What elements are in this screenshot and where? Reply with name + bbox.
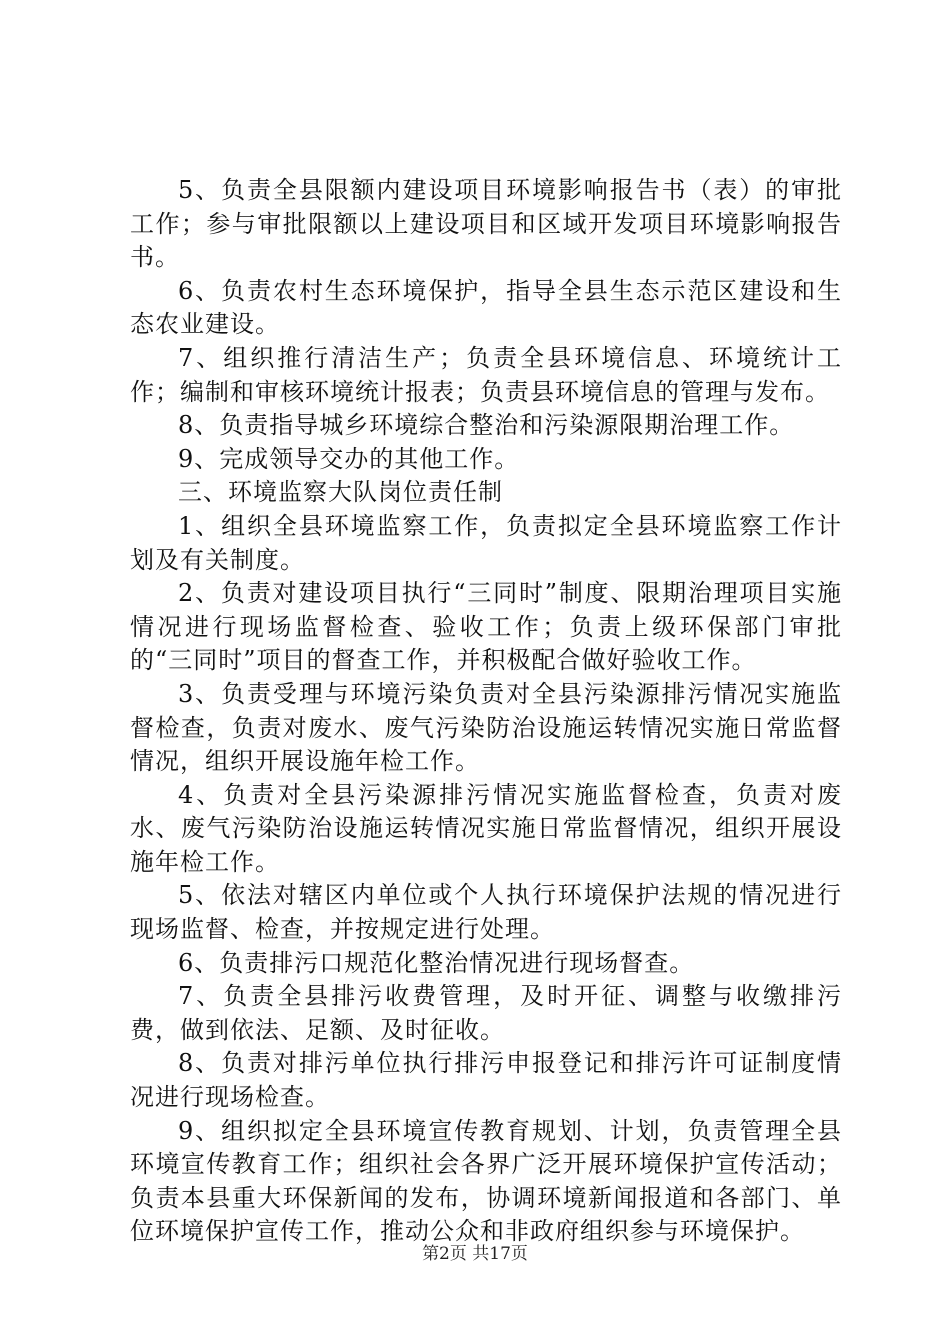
paragraph: 7、组织推行清洁生产；负责全县环境信息、环境统计工作；编制和审核环境统计报表；负责县环境信息的管理与发布。: [130, 343, 842, 406]
paragraph: 4、负责对全县污染源排污情况实施监督检查，负责对废水、废气污染防治设施运转情况实施日常监督情况，组织开展设施年检工作。: [130, 780, 842, 876]
paragraph: 2、负责对建设项目执行“三同时”制度、限期治理项目实施情况进行现场监督检查、验收工作；负责上级环保部门审批的“三同时”项目的督查工作，并积极配合做好验收工作。: [130, 579, 842, 675]
document-body: [130, 174, 842, 1249]
paragraph: 3、负责受理与环境污染负责对全县污染源排污情况实施监督检查，负责对废水、废气污染防治设施运转情况实施日常监督情况，组织开展设施年检工作。: [130, 679, 842, 776]
paragraph: 6、负责排污口规范化整治情况进行现场督查。: [178, 948, 695, 977]
paragraph: 7、负责全县排污收费管理，及时开征、调整与收缴排污费，做到依法、足额、及时征收。: [130, 982, 842, 1044]
paragraph: 9、完成领导交办的其他工作。: [178, 444, 520, 473]
paragraph: 1、组织全县环境监察工作，负责拟定全县环境监察工作计划及有关制度。: [130, 511, 842, 574]
paragraph: 9、组织拟定全县环境宣传教育规划、计划，负责管理全县环境宣传教育工作；组织社会各界广泛开展环境保护宣传活动；负责本县重大环保新闻的发布，协调环境新闻报道和各部门、单位环境保护宣传工作，推动公众和非政府组织参与环境保护。: [130, 1116, 842, 1246]
page-footer: 第2页 共17页: [422, 1244, 528, 1264]
paragraph: 5、依法对辖区内单位或个人执行环境保护法规的情况进行现场监督、检查，并按规定进行处理。: [130, 881, 842, 944]
paragraph: 8、负责指导城乡环境综合整治和污染源限期治理工作。: [178, 411, 795, 440]
paragraph: 5、负责全县限额内建设项目环境影响报告书（表）的审批工作；参与审批限额以上建设项目和区域开发项目环境影响报告书。: [130, 176, 842, 272]
section-heading: 三、环境监察大队岗位责任制: [178, 478, 503, 507]
paragraph: 8、负责对排污单位执行排污申报登记和排污许可证制度情况进行现场检查。: [130, 1049, 842, 1112]
paragraph: 6、负责农村生态环境保护，指导全县生态示范区建设和生态农业建设。: [130, 276, 842, 339]
